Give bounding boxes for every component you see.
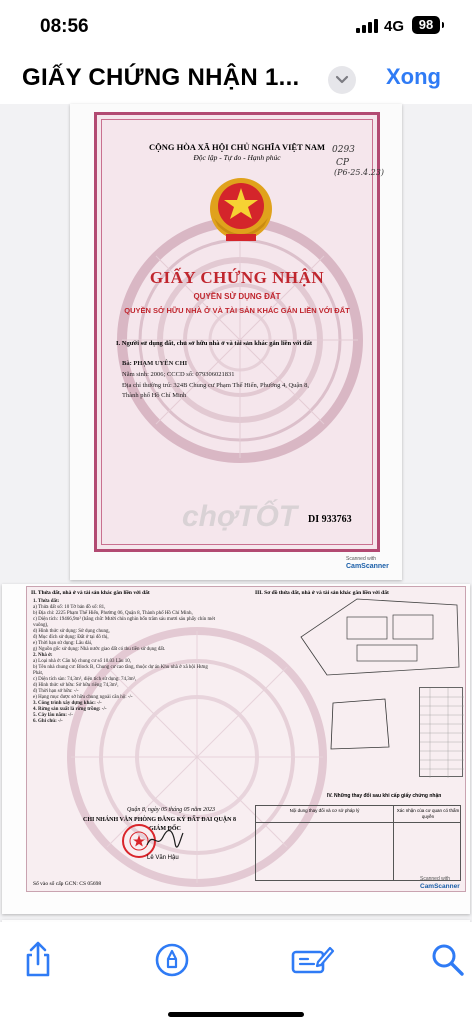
share-button[interactable]: [18, 940, 58, 980]
signing-date: Quận 8, ngày 05 tháng 05 năm 2023: [127, 807, 215, 813]
certificate-back: [26, 586, 466, 892]
coordinate-table: [419, 687, 463, 777]
parcel-line: vuông),: [33, 623, 49, 628]
table-header-confirmation: Xác nhận của cơ quan có thẩm quyền: [396, 808, 460, 819]
scanner-badge: Scanned with CamScanner: [346, 556, 389, 570]
title-menu-button[interactable]: [328, 66, 356, 94]
owner-name: Bà: PHẠM UYÊN CHI: [122, 360, 188, 367]
section-1-heading: I. Người sử dụng đất, chủ sở hữu nhà ở và tài sản khác gắn liền với đất: [116, 340, 313, 347]
certificate-serial: DI 933763: [308, 514, 352, 525]
certificate-title: GIẤY CHỨNG NHẬN: [149, 268, 325, 287]
document-page-1: [70, 104, 402, 580]
search-button[interactable]: [428, 940, 468, 980]
section-2-heading: II. Thửa đất, nhà ở và tài sản khác gắn liền với đất: [31, 590, 150, 596]
search-icon: [428, 940, 468, 980]
document-title[interactable]: GIẤY CHỨNG NHẬN 1...: [22, 64, 300, 91]
section-3-heading: III. Sơ đồ thửa đất, nhà ở và tài sản khác gắn liền với đất: [255, 590, 389, 596]
director-title: GIÁM ĐỐC: [149, 826, 181, 832]
other-line: 5. Cây lâu năm: -/-: [33, 713, 73, 718]
owner-address-line-2: Thành phố Hồ Chí Minh: [122, 392, 187, 399]
signer-name: Lê Văn Hậu: [147, 855, 179, 861]
certificate-front: [94, 112, 384, 552]
signature-icon: [145, 827, 185, 851]
house-line: 2. Nhà ở:: [33, 653, 53, 658]
header-republic: CỘNG HÒA XÃ HỘI CHỦ NGHĨA VIỆT NAM: [148, 142, 326, 152]
signal-strength-icon: [356, 19, 380, 33]
share-icon: [18, 940, 58, 980]
status-bar: [0, 0, 472, 54]
house-line: đ) Thời hạn sở hữu: -/-: [33, 689, 79, 694]
other-line: 6. Ghi chú: -/-: [33, 719, 63, 724]
markup-button[interactable]: [152, 940, 192, 980]
parcel-line: đ) Mục đích sử dụng: Đất ở tại đô thị,: [33, 635, 109, 640]
done-button[interactable]: Xong: [386, 64, 441, 89]
parcel-line: e) Thời hạn sử dụng: Lâu dài,: [33, 641, 93, 646]
handwritten-date: (P6-25.4.23): [334, 168, 384, 177]
table-header-changes: Nội dung thay đổi và cơ sở pháp lý: [256, 806, 394, 880]
other-line: 3. Công trình xây dựng khác: -/-: [33, 701, 102, 706]
header-motto: Độc lập - Tự do - Hạnh phúc: [193, 153, 281, 162]
bottom-toolbar: [0, 922, 472, 1024]
certificate-border: [101, 119, 384, 545]
watermark: chợTỐT: [182, 500, 298, 533]
chevron-down-icon: [335, 75, 349, 85]
apartment-floor-plan: [327, 697, 393, 753]
house-line: a) Loại nhà ở: Căn hộ chung cư số 10.03 Lầu 10,: [33, 659, 131, 664]
issuing-office: CHI NHÁNH VĂN PHÒNG ĐĂNG KÝ ĐẤT ĐAI QUẬN 8: [83, 817, 236, 823]
navigation-bar: [0, 54, 472, 104]
parcel-line: g) Nguồn gốc sử dụng: Nhà nước giao đất có thu tiền sử dụng đất.: [33, 647, 166, 652]
document-page-2: [2, 584, 470, 914]
parcel-line: 1. Thửa đất:: [33, 599, 60, 604]
annotate-button[interactable]: [290, 940, 334, 980]
owner-id: Năm sinh: 2006; CCCD số: 079306021831: [122, 371, 235, 378]
section-4-heading: IV. Những thay đổi sau khi cấp giấy chứng nhận: [327, 793, 442, 799]
changes-table: [255, 805, 461, 881]
certificate-subtitle-1: QUYỀN SỬ DỤNG ĐẤT: [193, 292, 281, 301]
house-line: Phát,: [33, 671, 44, 676]
house-line: e) Hạng mục được sở hữu chung ngoài căn hộ: -/-: [33, 695, 133, 700]
home-indicator[interactable]: [168, 1012, 304, 1017]
parcel-line: c) Diện tích: 19466,9m² (bằng chữ: Mười chín nghìn bốn trăm sáu mươi sáu phẩy chín mét: [33, 617, 215, 622]
markup-icon: [152, 940, 192, 980]
parcel-line: d) Hình thức sử dụng: Sử dụng chung,: [33, 629, 110, 634]
network-type: 4G: [384, 18, 405, 35]
house-line: c) Diện tích sàn: 74,3m², diện tích sử dụng: 74,3m²,: [33, 677, 137, 682]
owner-address-line-1: Địa chỉ thường trú: 324B Chung cư Phạm Thế Hiển, Phường 4, Quận 8,: [122, 382, 310, 389]
other-line: 4. Rừng sản xuất là rừng trồng: -/-: [33, 707, 107, 712]
certificate-subtitle-2: QUYỀN SỞ HỮU NHÀ Ở VÀ TÀI SẢN KHÁC GẮN LIỀN VỚI ĐẤT: [124, 306, 350, 315]
battery-icon: 98: [412, 16, 440, 34]
status-time: 08:56: [40, 16, 89, 37]
annotate-icon: [290, 940, 334, 980]
site-plan-diagram: [297, 597, 463, 677]
issue-number: Số vào sổ cấp GCN: CS 05698: [33, 881, 102, 887]
parcel-line: b) Địa chỉ: 2225 Phạm Thế Hiển, Phường 06, Quận 8, Thành phố Hồ Chí Minh,: [33, 611, 193, 616]
house-line: d) Hình thức sở hữu: Sở hữu riêng 74,3m²,: [33, 683, 119, 688]
handwritten-note: 0293 CP: [332, 145, 355, 168]
house-line: b) Tên nhà chung cư: Block B, Chung cư cao tầng, thuộc dự án Khu nhà ở xã hội Hưng: [33, 665, 208, 670]
parcel-line: a) Thửa đất số: 10 Tờ bản đồ số: 81,: [33, 605, 106, 610]
scanner-badge: Scanned with CamScanner: [420, 876, 460, 890]
national-emblem-icon: [208, 176, 274, 248]
document-viewer[interactable]: [0, 104, 472, 922]
